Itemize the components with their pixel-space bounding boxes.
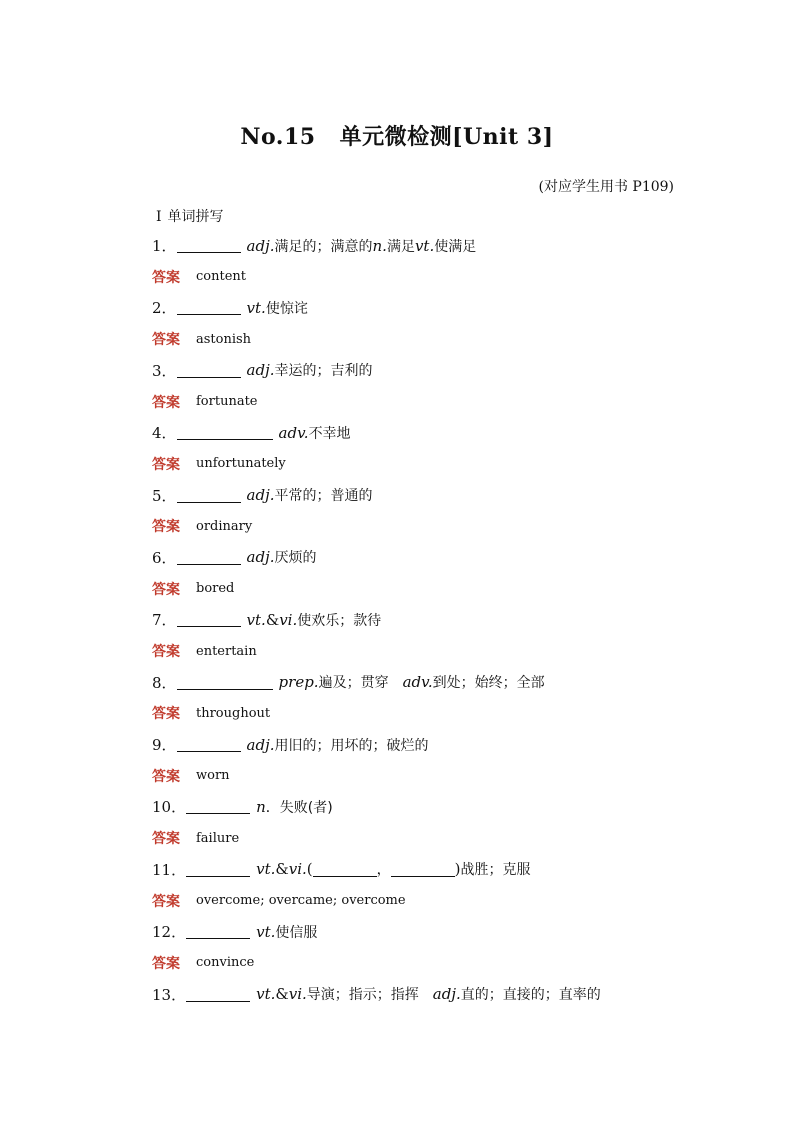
part-of-speech: adj. (246, 735, 275, 754)
definition: 使欢乐；款待 (297, 612, 382, 629)
answer-text: failure (196, 830, 240, 846)
answer-4 (152, 448, 712, 479)
question-11 (152, 854, 712, 885)
definition: 使惊诧 (265, 300, 308, 317)
answer-2 (152, 324, 712, 355)
paren-open: ( (306, 860, 313, 879)
part-of-speech: vt. (414, 236, 435, 255)
answer-text: content (196, 269, 246, 285)
definition: 导演；指示；指挥 (306, 987, 419, 1004)
part-of-speech: adv. (402, 673, 433, 692)
conjunction: & (265, 610, 280, 629)
answer-blank (186, 987, 250, 1002)
answer-text: astonish (196, 331, 252, 347)
section-heading (156, 206, 224, 226)
definition: 到处；始终；全部 (432, 675, 545, 692)
conjunction: & (275, 860, 289, 879)
part-of-speech: adj. (246, 548, 275, 567)
part-of-speech: vi. (288, 985, 307, 1004)
definition: 用旧的；用坏的；破烂的 (274, 737, 429, 754)
section-numeral: Ⅰ (156, 209, 162, 225)
answer-text: throughout (196, 705, 271, 721)
definition: 平常的；普通的 (274, 488, 373, 505)
answer-text: ordinary (196, 518, 253, 534)
question-3 (152, 355, 712, 386)
answer-blank (177, 488, 241, 503)
definition: 遍及；贯穿 (318, 675, 389, 692)
past-tense-blank (313, 862, 377, 877)
answer-6 (152, 573, 712, 604)
part-of-speech: vi. (279, 610, 298, 629)
page-title (0, 120, 794, 151)
question-7 (152, 604, 712, 635)
definition: 使满足 (434, 238, 477, 255)
part-of-speech: adj. (432, 985, 461, 1004)
answer-9 (152, 760, 712, 791)
answer-label: 答案 (152, 893, 180, 910)
answer-text: unfortunately (196, 456, 286, 472)
question-number: 3． (152, 361, 177, 380)
answer-label: 答案 (152, 706, 180, 723)
question-5 (152, 480, 712, 511)
part-of-speech: adj. (246, 361, 275, 380)
answer-text: convince (196, 955, 255, 971)
question-10 (152, 791, 712, 822)
question-4 (152, 417, 712, 448)
question-number: 13． (152, 985, 187, 1004)
answer-text: fortunate (196, 394, 258, 410)
answer-11 (152, 885, 712, 916)
question-number: 6． (152, 548, 177, 567)
part-of-speech: vt. (246, 298, 266, 317)
answer-text: worn (196, 768, 230, 784)
answer-3 (152, 386, 712, 417)
answer-text: bored (196, 581, 235, 597)
answer-5 (152, 511, 712, 542)
question-8 (152, 667, 712, 698)
question-1 (152, 230, 712, 261)
answer-label: 答案 (152, 332, 180, 349)
question-number: 5． (152, 486, 177, 505)
definition: 厌烦的 (274, 550, 317, 567)
question-number: 11． (152, 860, 187, 879)
question-number: 10． (152, 798, 187, 817)
part-of-speech: adv. (278, 423, 309, 442)
part-of-speech: vi. (288, 860, 307, 879)
definition: 不幸地 (308, 425, 351, 442)
title-number: No.15 (240, 124, 316, 150)
part-of-speech: vt. (246, 610, 266, 629)
question-number: 8． (152, 673, 177, 692)
definition: 战胜；克服 (460, 862, 531, 879)
past-participle-blank (391, 862, 455, 877)
part-of-speech: n (256, 797, 266, 816)
answer-blank (177, 425, 273, 440)
question-6 (152, 542, 712, 573)
definition: 直的；直接的；直率的 (460, 987, 601, 1004)
question-number: 2． (152, 299, 177, 318)
answer-label: 答案 (152, 644, 180, 661)
answer-8 (152, 698, 712, 729)
definition: 满足的；满意的 (274, 238, 373, 255)
part-of-speech: n. (372, 236, 387, 255)
answer-text: overcome; overcame; overcome (196, 893, 406, 909)
question-number: 4． (152, 424, 177, 443)
answer-label: 答案 (152, 955, 180, 972)
question-number: 12． (152, 923, 187, 942)
question-13 (152, 979, 712, 1010)
book-reference: (对应学生用书 P109) (538, 179, 674, 195)
section-label: 单词拼写 (167, 209, 224, 225)
answer-label: 答案 (152, 581, 180, 598)
answer-blank (177, 612, 241, 627)
paren-close: ) (454, 860, 461, 879)
answer-blank (177, 300, 241, 315)
answer-label: 答案 (152, 394, 180, 411)
part-of-speech: vt. (256, 922, 276, 941)
answer-blank (177, 363, 241, 378)
question-12 (152, 916, 712, 947)
answer-7 (152, 635, 712, 666)
answer-1 (152, 261, 712, 292)
definition: 满足 (386, 238, 415, 255)
part-of-speech: adj. (246, 236, 275, 255)
comma: ， (376, 862, 391, 879)
title-text: 单元微检测[Unit 3] (339, 124, 554, 150)
question-list (152, 230, 712, 1010)
answer-label: 答案 (152, 456, 180, 473)
answer-text: entertain (196, 643, 257, 659)
definition: 幸运的；吉利的 (274, 363, 373, 380)
answer-label: 答案 (152, 519, 180, 536)
definition: ．失败(者) (265, 799, 333, 816)
answer-blank (186, 924, 250, 939)
answer-label: 答案 (152, 768, 180, 785)
answer-blank (177, 675, 273, 690)
definition: 使信服 (275, 924, 318, 941)
question-number: 1． (152, 237, 177, 256)
question-number: 9． (152, 736, 177, 755)
conjunction: & (275, 985, 289, 1004)
question-number: 7． (152, 611, 177, 630)
part-of-speech: prep. (278, 673, 319, 692)
question-2 (152, 292, 712, 323)
answer-blank (186, 799, 250, 814)
part-of-speech: vt. (256, 985, 276, 1004)
question-9 (152, 729, 712, 760)
answer-blank (186, 862, 250, 877)
part-of-speech: vt. (256, 860, 276, 879)
answer-blank (177, 550, 241, 565)
answer-10 (152, 823, 712, 854)
answer-12 (152, 947, 712, 978)
answer-label: 答案 (152, 269, 180, 286)
answer-blank (177, 238, 241, 253)
answer-label: 答案 (152, 831, 180, 848)
answer-blank (177, 737, 241, 752)
part-of-speech: adj. (246, 486, 275, 505)
